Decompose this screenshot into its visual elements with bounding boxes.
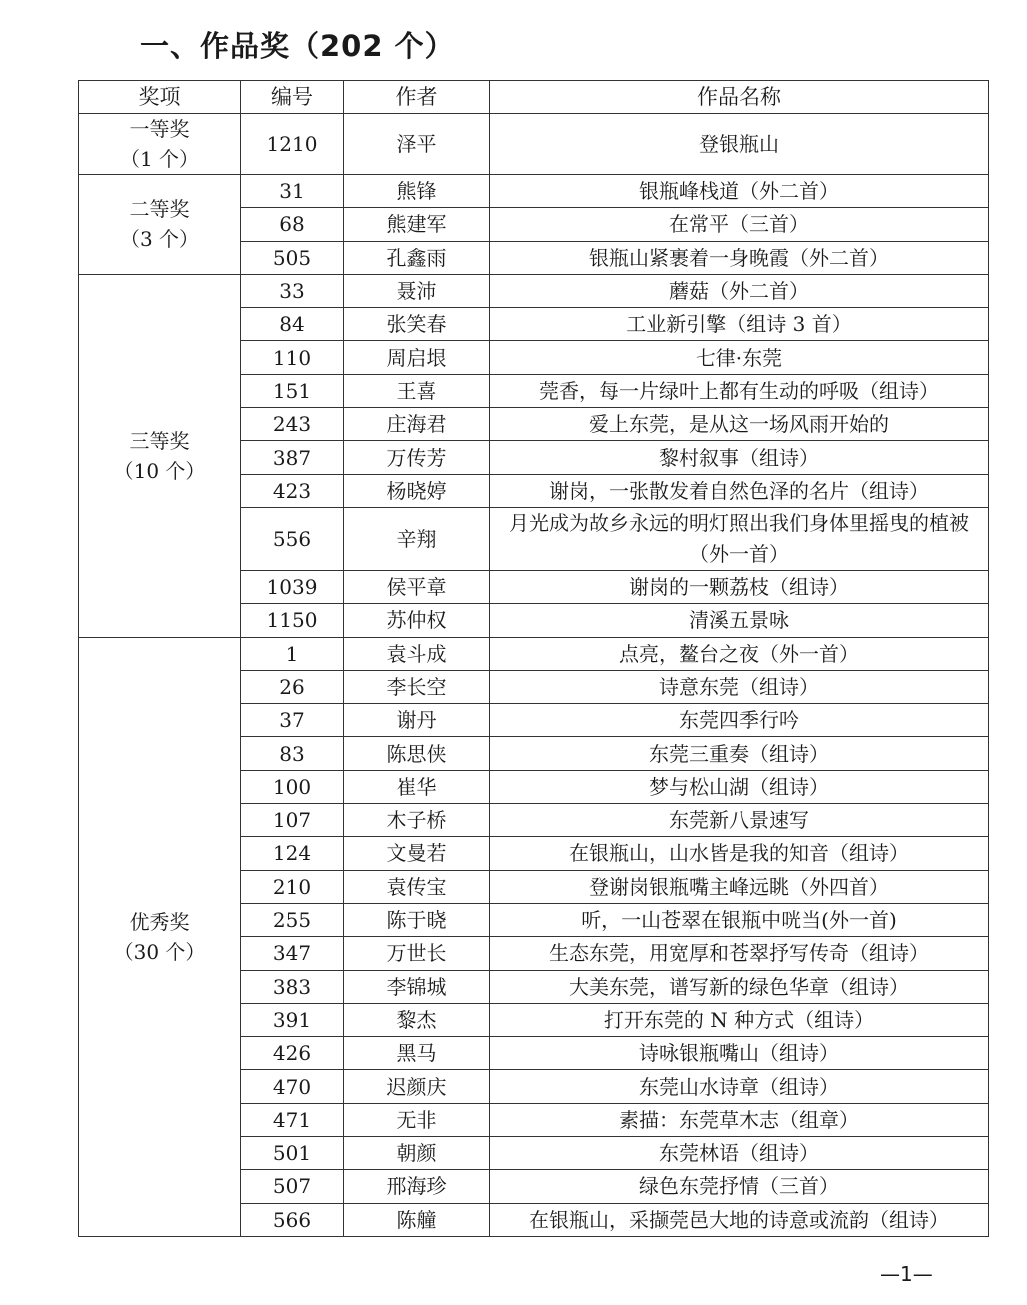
entry-number: 556 — [241, 507, 344, 570]
work-title: 诗意东莞（组诗） — [490, 670, 989, 703]
work-title: 东莞四季行吟 — [490, 704, 989, 737]
entry-number: 33 — [241, 274, 344, 307]
award-group-cell — [79, 175, 241, 275]
work-title: 工业新引擎（组诗 3 首） — [490, 308, 989, 341]
author-name: 杨晓婷 — [344, 474, 490, 507]
entry-number: 1039 — [241, 570, 344, 603]
entry-number: 243 — [241, 408, 344, 441]
awards-table — [78, 80, 989, 1237]
entry-number: 347 — [241, 937, 344, 970]
work-title: 东莞山水诗章（组诗） — [490, 1070, 989, 1103]
work-title: 爱上东莞，是从这一场风雨开始的 — [490, 408, 989, 441]
table-row — [79, 114, 989, 175]
entry-number: 255 — [241, 903, 344, 936]
entry-number: 84 — [241, 308, 344, 341]
author-name: 黑马 — [344, 1037, 490, 1070]
work-title: 生态东莞，用宽厚和苍翠抒写传奇（组诗） — [490, 937, 989, 970]
table-row — [79, 175, 989, 208]
award-group-cell — [79, 274, 241, 637]
author-name: 袁斗成 — [344, 637, 490, 670]
work-title: 绿色东莞抒情（三首） — [490, 1170, 989, 1203]
entry-number: 100 — [241, 770, 344, 803]
work-title: 谢岗，一张散发着自然色泽的名片（组诗） — [490, 474, 989, 507]
entry-number: 37 — [241, 704, 344, 737]
work-title: 在银瓶山，山水皆是我的知音（组诗） — [490, 837, 989, 870]
work-title: 东莞三重奏（组诗） — [490, 737, 989, 770]
author-name: 崔华 — [344, 770, 490, 803]
entry-number: 423 — [241, 474, 344, 507]
page-number: —1— — [880, 1262, 933, 1286]
entry-number: 1 — [241, 637, 344, 670]
award-level: 二等奖 — [129, 197, 190, 222]
work-title: 听，一山苍翠在银瓶中咣当(外一首) — [490, 903, 989, 936]
entry-number: 505 — [241, 241, 344, 274]
entry-number: 426 — [241, 1037, 344, 1070]
award-count: （30 个） — [113, 939, 206, 964]
work-title: 七律·东莞 — [490, 341, 989, 374]
entry-number: 383 — [241, 970, 344, 1003]
award-level: 三等奖 — [129, 428, 190, 453]
work-title: 银瓶峰栈道（外二首） — [490, 175, 989, 208]
column-header-author: 作者 — [344, 81, 490, 114]
work-title: 登谢岗银瓶嘴主峰远眺（外四首） — [490, 870, 989, 903]
author-name: 聂沛 — [344, 274, 490, 307]
entry-number: 1150 — [241, 604, 344, 637]
entry-number: 110 — [241, 341, 344, 374]
page-title: 一、作品奖（202 个） — [140, 29, 455, 63]
column-header-work: 作品名称 — [490, 81, 989, 114]
author-name: 万传芳 — [344, 441, 490, 474]
author-name: 邢海珍 — [344, 1170, 490, 1203]
author-name: 袁传宝 — [344, 870, 490, 903]
table-row — [79, 637, 989, 670]
award-group-cell — [79, 114, 241, 175]
author-name: 孔鑫雨 — [344, 241, 490, 274]
table-header — [79, 81, 989, 114]
work-title: 点亮，鳌台之夜（外一首） — [490, 637, 989, 670]
header-row — [79, 81, 989, 114]
author-name: 李长空 — [344, 670, 490, 703]
entry-number: 1210 — [241, 114, 344, 175]
author-name: 泽平 — [344, 114, 490, 175]
work-title: 在银瓶山，采撷莞邑大地的诗意或流韵（组诗） — [490, 1203, 989, 1236]
author-name: 王喜 — [344, 374, 490, 407]
author-name: 木子桥 — [344, 804, 490, 837]
work-title: 黎村叙事（组诗） — [490, 441, 989, 474]
author-name: 熊建军 — [344, 208, 490, 241]
author-name: 谢丹 — [344, 704, 490, 737]
entry-number: 501 — [241, 1137, 344, 1170]
author-name: 迟颜庆 — [344, 1070, 490, 1103]
author-name: 朝颜 — [344, 1137, 490, 1170]
work-title: 东莞林语（组诗） — [490, 1137, 989, 1170]
entry-number: 387 — [241, 441, 344, 474]
work-title: 谢岗的一颗荔枝（组诗） — [490, 570, 989, 603]
work-title: 在常平（三首） — [490, 208, 989, 241]
author-name: 周启垠 — [344, 341, 490, 374]
work-title: 大美东莞，谱写新的绿色华章（组诗） — [490, 970, 989, 1003]
work-title: 登银瓶山 — [490, 114, 989, 175]
entry-number: 470 — [241, 1070, 344, 1103]
author-name: 陈思侠 — [344, 737, 490, 770]
author-name: 熊锋 — [344, 175, 490, 208]
entry-number: 507 — [241, 1170, 344, 1203]
entry-number: 566 — [241, 1203, 344, 1236]
author-name: 辛翔 — [344, 507, 490, 570]
award-group-cell — [79, 637, 241, 1236]
author-name: 庄海君 — [344, 408, 490, 441]
award-level: 优秀奖 — [129, 909, 190, 934]
author-name: 张笑春 — [344, 308, 490, 341]
author-name: 文曼若 — [344, 837, 490, 870]
work-title: 打开东莞的 N 种方式（组诗） — [490, 1003, 989, 1036]
work-title: 月光成为故乡永远的明灯照出我们身体里摇曳的植被（外一首） — [490, 507, 989, 570]
author-name: 万世长 — [344, 937, 490, 970]
author-name: 侯平章 — [344, 570, 490, 603]
entry-number: 124 — [241, 837, 344, 870]
author-name: 陈于晓 — [344, 903, 490, 936]
entry-number: 471 — [241, 1103, 344, 1136]
work-title: 梦与松山湖（组诗） — [490, 770, 989, 803]
column-header-number: 编号 — [241, 81, 344, 114]
work-title: 蘑菇（外二首） — [490, 274, 989, 307]
entry-number: 210 — [241, 870, 344, 903]
author-name: 黎杰 — [344, 1003, 490, 1036]
work-title: 素描：东莞草木志（组章） — [490, 1103, 989, 1136]
entry-number: 83 — [241, 737, 344, 770]
entry-number: 31 — [241, 175, 344, 208]
table-body — [79, 114, 989, 1237]
work-title: 诗咏银瓶嘴山（组诗） — [490, 1037, 989, 1070]
work-title: 清溪五景咏 — [490, 604, 989, 637]
award-count: （10 个） — [113, 458, 206, 483]
table-row — [79, 274, 989, 307]
work-title: 莞香，每一片绿叶上都有生动的呼吸（组诗） — [490, 374, 989, 407]
award-level: 一等奖 — [129, 117, 190, 141]
author-name: 陈艟 — [344, 1203, 490, 1236]
author-name: 无非 — [344, 1103, 490, 1136]
entry-number: 68 — [241, 208, 344, 241]
column-header-award: 奖项 — [79, 81, 241, 114]
author-name: 苏仲权 — [344, 604, 490, 637]
award-count: （1 个） — [119, 147, 200, 171]
entry-number: 391 — [241, 1003, 344, 1036]
award-count: （3 个） — [119, 227, 200, 252]
entry-number: 107 — [241, 804, 344, 837]
work-title: 东莞新八景速写 — [490, 804, 989, 837]
entry-number: 151 — [241, 374, 344, 407]
author-name: 李锦城 — [344, 970, 490, 1003]
work-title: 银瓶山紧裹着一身晚霞（外二首） — [490, 241, 989, 274]
entry-number: 26 — [241, 670, 344, 703]
